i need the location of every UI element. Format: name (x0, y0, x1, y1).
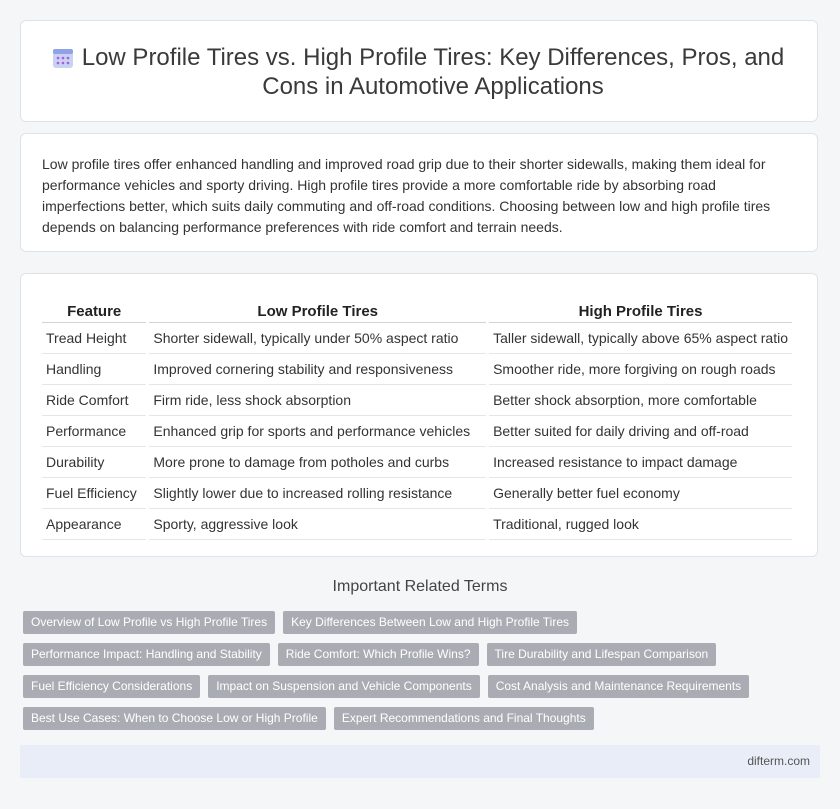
table-cell: Firm ride, less shock absorption (149, 385, 486, 416)
related-terms-heading: Important Related Terms (332, 578, 508, 595)
column-header-low-profile: Low Profile Tires (149, 294, 486, 323)
table-cell: Durability (42, 447, 146, 478)
table-cell: Handling (42, 354, 146, 385)
tag-row (23, 643, 823, 666)
site-name[interactable]: difterm.com (747, 754, 810, 768)
table-cell: Fuel Efficiency (42, 478, 146, 509)
tag-row (23, 611, 823, 634)
table-cell: Shorter sidewall, typically under 50% aspect ratio (149, 323, 486, 354)
table-cell: Sporty, aggressive look (149, 509, 486, 540)
table-row (42, 478, 792, 509)
table-row (42, 323, 792, 354)
comparison-table (39, 294, 795, 540)
title-card (20, 20, 818, 122)
related-term-link[interactable]: Key Differences Between Low and High Profile Tires (283, 611, 577, 634)
related-term-link[interactable]: Fuel Efficiency Considerations (23, 675, 200, 698)
table-cell: Better shock absorption, more comfortable (489, 385, 792, 416)
page-title: Low Profile Tires vs. High Profile Tires: Key Differences, Pros, and Cons in Automotive Applications (81, 44, 785, 100)
table-row (42, 354, 792, 385)
table-cell: Improved cornering stability and responsiveness (149, 354, 486, 385)
table-cell: More prone to damage from potholes and curbs (149, 447, 486, 478)
related-term-link[interactable]: Tire Durability and Lifespan Comparison (487, 643, 717, 666)
table-cell: Performance (42, 416, 146, 447)
related-term-link[interactable]: Cost Analysis and Maintenance Requirements (488, 675, 749, 698)
related-term-link[interactable]: Expert Recommendations and Final Thoughts (334, 707, 594, 730)
table-cell: Enhanced grip for sports and performance vehicles (149, 416, 486, 447)
footer (20, 745, 820, 778)
related-term-link[interactable]: Performance Impact: Handling and Stability (23, 643, 270, 666)
column-header-high-profile: High Profile Tires (489, 294, 792, 323)
table-cell: Smoother ride, more forgiving on rough roads (489, 354, 792, 385)
related-term-link[interactable]: Impact on Suspension and Vehicle Components (208, 675, 480, 698)
comparison-card (20, 273, 818, 557)
intro-paragraph: Low profile tires offer enhanced handling and improved road grip due to their shorter sidewalls, making them ideal for performance vehicles and sporty driving. High profile tires provide a more comfortable ride by absorbing road imperfections better, which suits daily commuting and off-road conditions. Choosing between low and high profile tires depends on balancing performance preferences with ride comfort and terrain needs. (42, 156, 771, 235)
related-term-link[interactable]: Overview of Low Profile vs High Profile Tires (23, 611, 275, 634)
table-cell: Appearance (42, 509, 146, 540)
intro-card (20, 133, 818, 252)
table-cell: Better suited for daily driving and off-road (489, 416, 792, 447)
tag-row (23, 707, 823, 730)
table-cell: Increased resistance to impact damage (489, 447, 792, 478)
related-term-link[interactable]: Ride Comfort: Which Profile Wins? (278, 643, 479, 666)
table-header-row (42, 294, 792, 323)
column-header-feature: Feature (42, 294, 146, 323)
table-row (42, 416, 792, 447)
tag-row (23, 675, 823, 698)
table-cell: Taller sidewall, typically above 65% aspect ratio (489, 323, 792, 354)
related-term-link[interactable]: Best Use Cases: When to Choose Low or High Profile (23, 707, 326, 730)
table-cell: Traditional, rugged look (489, 509, 792, 540)
table-cell: Tread Height (42, 323, 146, 354)
table-cell: Ride Comfort (42, 385, 146, 416)
table-row (42, 509, 792, 540)
table-row (42, 385, 792, 416)
table-row (42, 447, 792, 478)
related-terms-list (23, 611, 823, 739)
table-cell: Slightly lower due to increased rolling resistance (149, 478, 486, 509)
table-cell: Generally better fuel economy (489, 478, 792, 509)
